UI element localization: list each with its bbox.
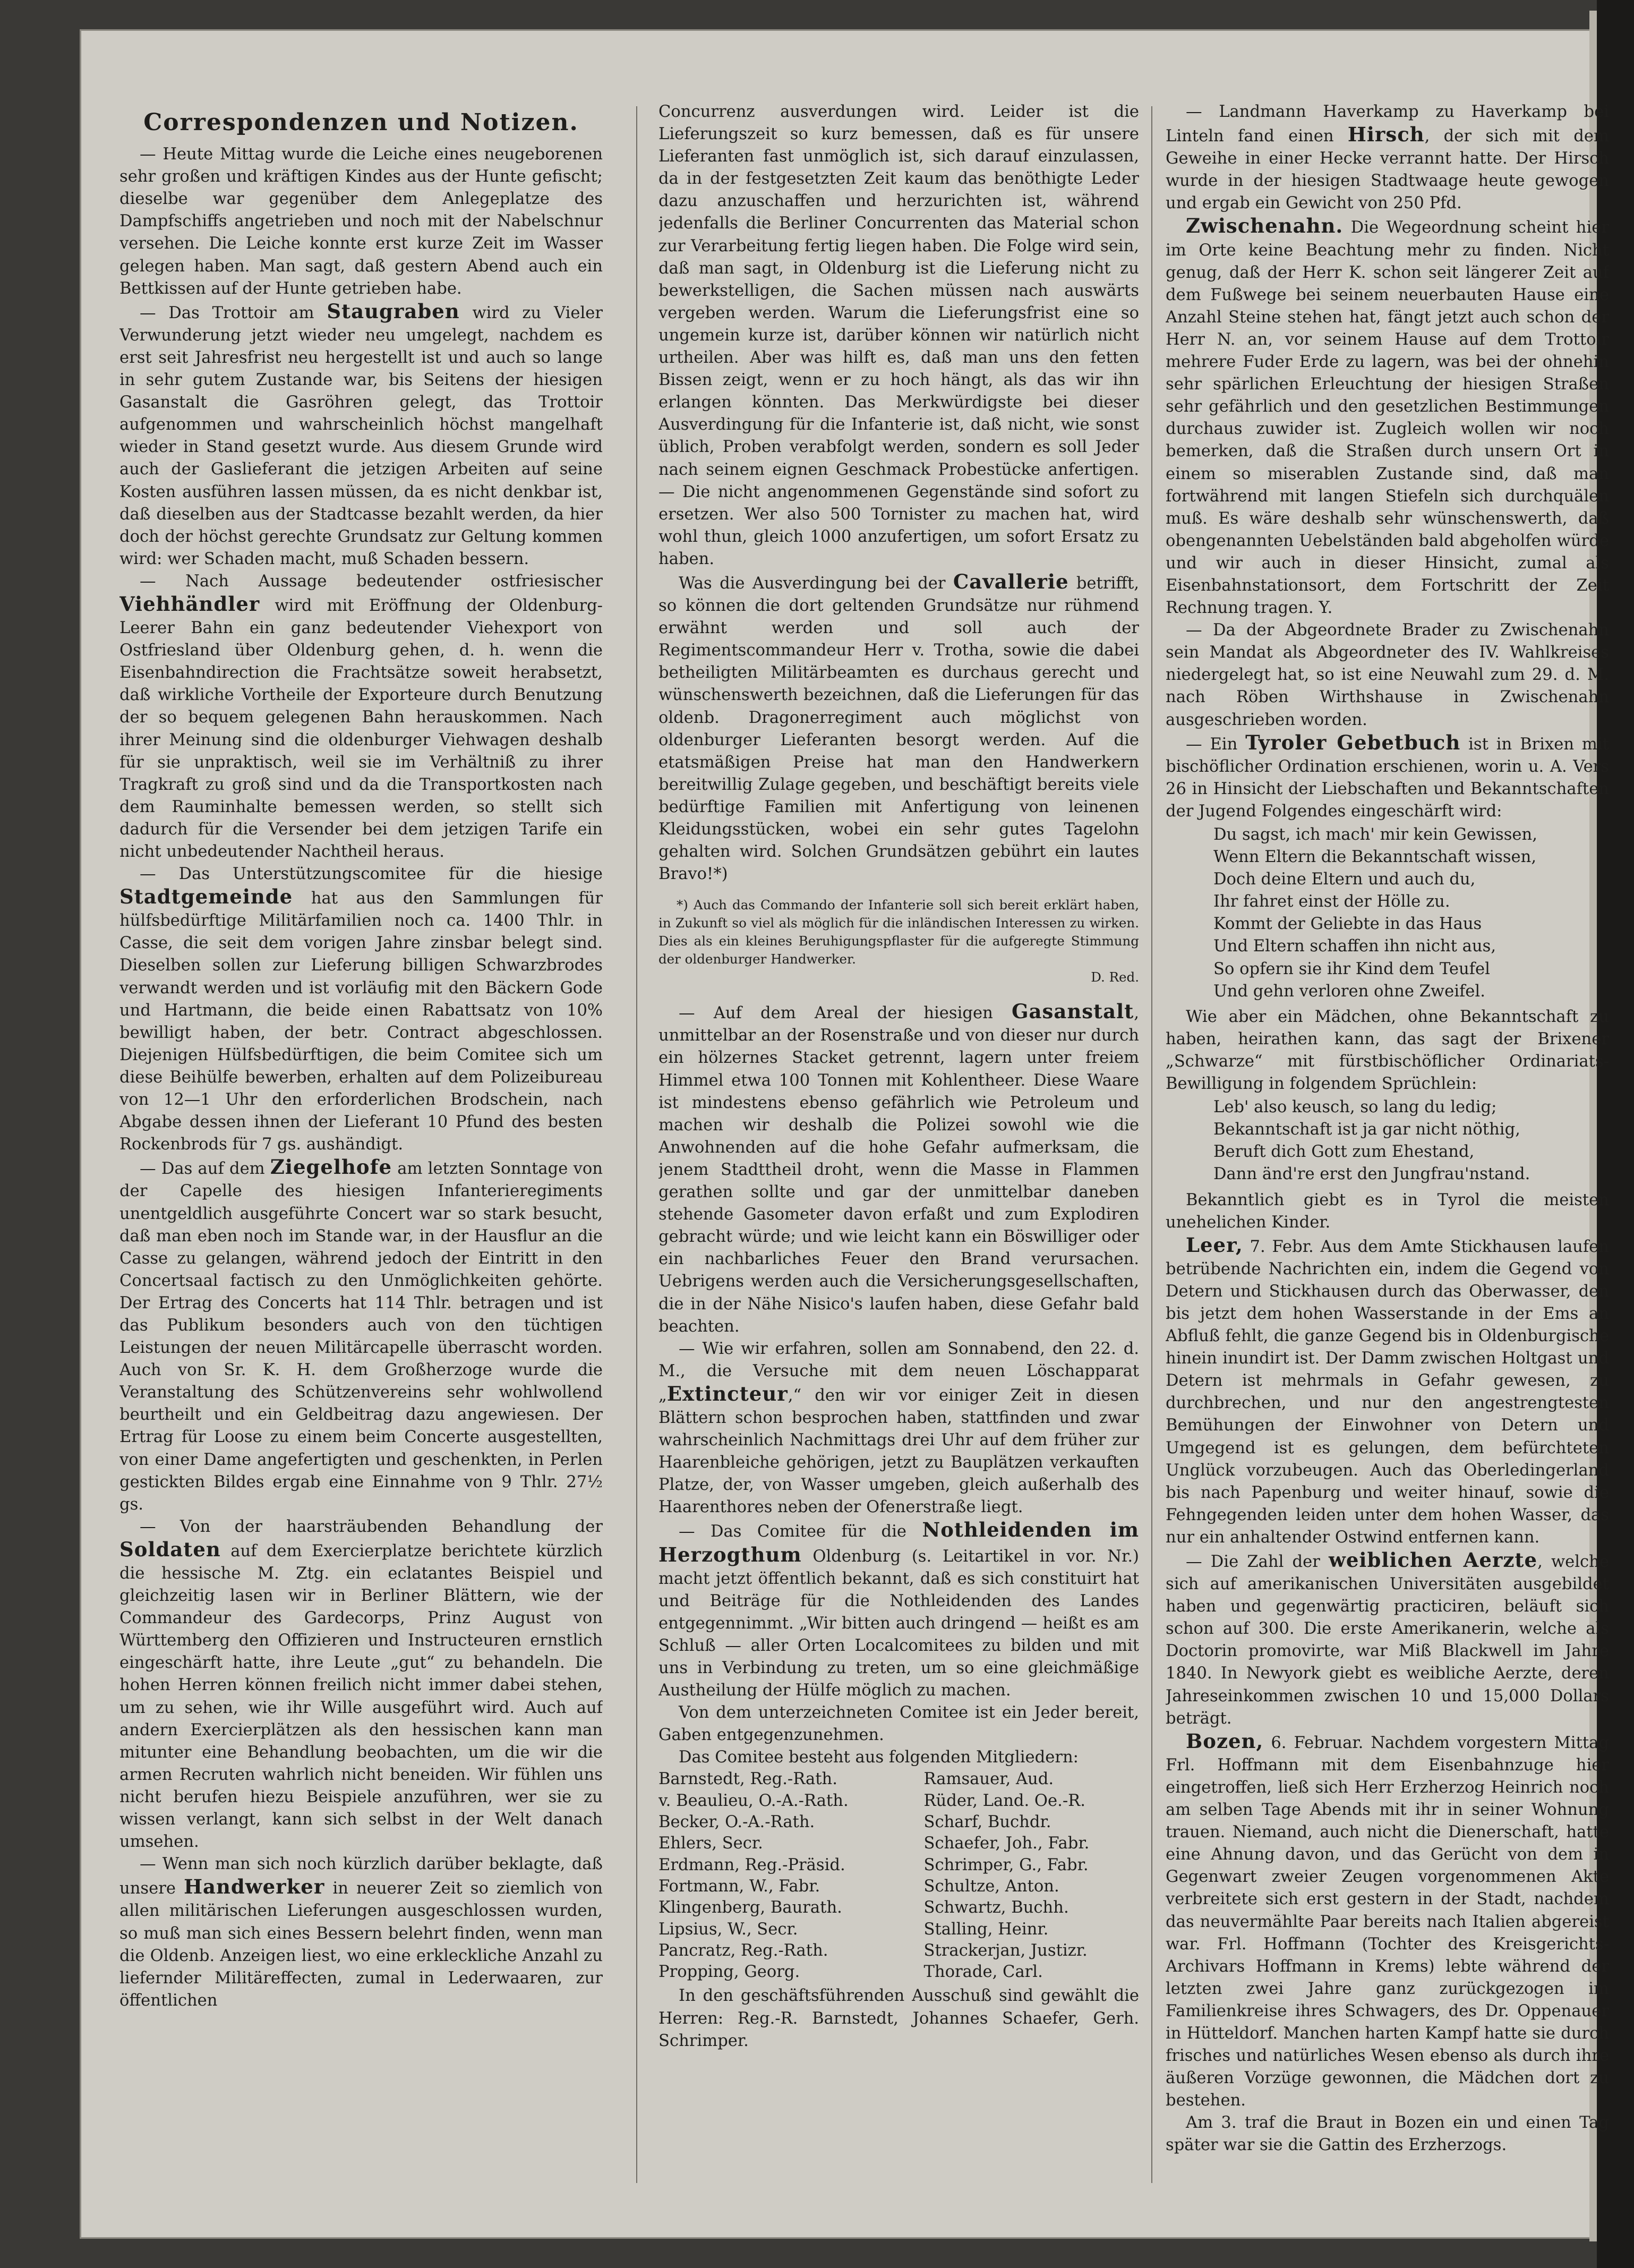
article-wahl: — Da der Abgeordnete Brader zu Zwischenahn sein Mandat als Abgeordneter des IV. Wahlkreises niedergelegt hat, so ist eine Neuwahl zum 29. d. M. nach Röben Wirthshause in Zwischenahn ausgeschrieben worden. xyxy=(1166,621,1609,729)
article-ziegelhof: — Das auf dem Ziegelhofe am letzten Sonntage von der Capelle des hiesigen Infanterieregiments unentgeldlich ausgeführte Concert war so stark besucht, daß man eben noch im Stande war, in der Hausflur an die Casse zu gelangen, während jedoch der Eintritt in den Concertsaal factisch zu den Unmöglichkeiten gehörte. Der Ertrag des Concerts hat 114 Thlr. betragen und ist das Publikum besonders auch von den tüchtigen Leistungen der neuen Militärcapelle überrascht worden. Auch von Sr. K. H. dem Großherzoge wurde die Veranstaltung des Schützenvereins sehr wohlwollend beurtheilt und ein Geldbeitrag dazu angewiesen. Der Ertrag für Loose zu einem beim Concerte ausgestellten, von einer Dame angefertigten und geschenkten, in Perlen gestickten Bildes ergab eine Einnahme von 9 Thlr. 27½ gs. xyxy=(119,1155,603,1514)
article-gebetbuch-p2: Wie aber ein Mädchen, ohne Bekanntschaft zu haben, heirathen kann, das sagt der Brixener „Schwarze“ mit fürstbischöflicher Ordinariats-Bewilligung in folgendem Sprüchlein: xyxy=(1166,1007,1609,1094)
footnote: *) Auch das Commando der Infanterie soll sich bereit erklärt haben, in Zukunft so viel als möglich für die inländischen Interessen zu wirken. Dies als ein kleines Beruhigungspflaster für die aufgeregte Stimmung der oldenburger Handwerker. D. Red. xyxy=(658,896,1139,986)
article-staugraben: — Das Trottoir am Staugraben wird zu Vieler Verwunderung jetzt wieder neu umgelegt, nachdem es erst seit Jahresfrist neu hergestellt ist und auch so lange in sehr gutem Zustande war, bis Seitens der hiesigen Gasanstalt die Gasröhren gelegt, das Trottoir aufgenommen und wahrscheinlich höchst mangelhaft wieder in Stand gesetzt wurde. Aus diesem Grunde wird auch der Gaslieferant die jetzigen Arbeiten auf seine Kosten ausführen lassen müssen, da es nicht denkbar ist, daß dieselben aus der Stadtcasse bezahlt werden, da hier doch der höchst gerechte Grundsatz zur Geltung kommen wird: wer Schaden macht, muß Schaden bessern. xyxy=(119,299,603,568)
keyword: Ziegelhofe xyxy=(270,1155,392,1179)
keyword: Nothleidenden im Herzogthum xyxy=(658,1518,1139,1566)
article-soldaten: — Von der haarsträubenden Behandlung der Soldaten auf dem Exercierplatze berichtete kürzlich die hessische M. Ztg. ein eclatantes Beispiel und gleichzeitig lasen wir in Berliner Blättern, wie der Commandeur des Gardecorps, Prinz August von Württemberg den Offizieren und Instructeuren ernstlich eingeschärft hatte, ihre Leute „gut“ zu behandeln. Die hohen Herren können freilich nicht immer dabei stehen, um zu sehen, wie ihr Wille ausgeführt wird. Auch auf andern Exercierplätzen als den hessischen kann man mitunter eine Behandlung beobachten, um die wir die armen Recruten wahrlich nicht beneiden. Wir fühlen uns nicht berufen hiezu Beispiele anzuführen, wer sie zu wissen verlangt, kann sich selbst in der Welt danach umsehen. xyxy=(119,1517,603,1852)
keyword: Hirsch xyxy=(1347,123,1425,147)
article-viehhaendler: — Nach Aussage bedeutender ostfriesischer Viehhändler wird mit Eröffnung der Oldenburg-Leerer Bahn ein ganz bedeutender Viehexport von Ostfriesland über Oldenburg gehen, d. h. wenn die Eisenbahndirection die Frachtsätze soweit herabsetzt, daß wirkliche Vortheile der Exporteure durch Benutzung der so bequem gelegenen Bahn herauskommen. Nach ihrer Meinung sind die oldenburger Viehwagen deshalb für sie unpraktisch, weil sie im Verhältniß zu ihrer Tragkraft zu groß sind und da die Transportkosten nach dem Rauminhalte bemessen werden, so stellt sich dadurch für die Versender bei dem jetzigen Tarife ein nicht unbedeutender Nachtheil heraus. xyxy=(119,572,603,861)
member-name: v. Beaulieu, O.-A.-Rath. xyxy=(658,1791,849,1810)
verse-line: Du sagst, ich mach' mir kein Gewissen, xyxy=(1213,825,1537,844)
article-gebetbuch: — Ein Tyroler Gebetbuch ist in Brixen mit bischöflicher Ordination erschienen, worin u. A. Vers 26 in Hinsicht der Liebschaften und Bekanntschaften der Jugend Folgendes eingeschärft wird: xyxy=(1166,730,1609,821)
verse-line: Und Eltern schaffen ihn nicht aus, xyxy=(1213,937,1496,956)
keyword: Soldaten xyxy=(119,1537,221,1561)
member-name: Schultze, Anton. xyxy=(923,1877,1059,1896)
member-name: Schaefer, Joh., Fabr. xyxy=(923,1834,1090,1853)
article-bozen-p2: Am 3. traf die Braut in Bozen ein und einen Tag später war sie die Gattin des Erzherzogs. xyxy=(1166,2113,1609,2155)
verse-line: Doch deine Eltern und auch du, xyxy=(1213,870,1476,889)
column-1 xyxy=(119,101,603,2188)
keyword: Zwischenahn. xyxy=(1186,214,1344,238)
member-name: Erdmann, Reg.-Präsid. xyxy=(658,1855,845,1874)
keyword: Gasanstalt xyxy=(1011,1000,1134,1024)
member-name: Lipsius, W., Secr. xyxy=(658,1920,798,1939)
member-name: Becker, O.-A.-Rath. xyxy=(658,1813,815,1832)
keyword: Tyroler Gebetbuch xyxy=(1245,730,1461,754)
member-name: Strackerjan, Justizr. xyxy=(923,1941,1088,1960)
member-name: Stalling, Heinr. xyxy=(923,1920,1049,1939)
member-name: Fortmann, W., Fabr. xyxy=(658,1877,820,1896)
article-leer: Leer, 7. Febr. Aus dem Amte Stickhausen laufen betrübende Nachrichten ein, indem die Gegend von Detern und Stickhausen durch das Oberwasser, den bis jetzt dem hohen Wasserstande in der Ems an Abfluß fehlt, die ganze Gegend bis in Oldenburgische hinein inundirt ist. Der Damm zwischen Holtgast und Detern ist mehrmals in Gefahr gewesen, zu durchbrechen, und nur den angestrengtesten Bemühungen der Einwohner von Detern und Umgegend ist es gelungen, dem befürchteten Unglück vorzubeugen. Auch das Oberledingerland bis nach Papenburg und weiter hinauf, sowie die Fehngegenden leiden unter dem hohen Wasser, das nur ein anhaltender Ostwind entfernen kann. xyxy=(1166,1233,1609,1547)
member-name: Schwartz, Buchh. xyxy=(923,1898,1069,1917)
column-3 xyxy=(1166,101,1609,2188)
article-cavallerie: Was die Ausverdingung bei der Cavallerie betrifft, so können die dort geltenden Grundsätze nur rühmend erwähnt werden und soll auch der Regimentscommandeur Herr v. Trotha, sowie die dabei betheiligten Militärbeamten es durchaus gerecht und wünschenswerth bezeichnen, daß die Lieferungen für das oldenb. Dragonerregiment auch möglichst von oldenburger Lieferanten besorgt werden. Auf die etatsmäßigen Preise hat man den Handwerkern bereitwillig Zulage gegeben, und beschäftigt bereits viele bedürftige Familien mit Anfertigung von leinenen Kleidungsstücken, wobei ein sehr gutes Tagelohn gehalten wird. Solchen Grundsätzen gebührt ein lautes Bravo!*) xyxy=(658,569,1139,884)
member-name: Thorade, Carl. xyxy=(923,1963,1043,1982)
keyword: Viehhändler xyxy=(119,592,260,616)
member-name: Rüder, Land. Oe.-R. xyxy=(923,1791,1085,1810)
verse-line: Bekanntschaft ist ja gar nicht nöthig, xyxy=(1213,1120,1520,1139)
column-rule xyxy=(1151,106,1152,2183)
column-2 xyxy=(658,101,1139,2188)
article-nothleidende-p2: Von dem unterzeichneten Comitee ist ein Jeder bereit, Gaben entgegenzunehmen. xyxy=(658,1703,1139,1745)
member-list xyxy=(658,1769,1139,1983)
verse-line: Leb' also keusch, so lang du ledig; xyxy=(1213,1098,1497,1117)
verse-2 xyxy=(1213,1096,1609,1186)
article-leiche: — Heute Mittag wurde die Leiche eines neugeborenen sehr großen und kräftigen Kindes aus der Hunte gefischt; dieselbe war gegenüber dem Anlegeplatze des Dampfschiffs angetrieben und noch mit der Nabelschnur versehen. Die Leiche konnte erst kurze Zeit im Wasser gelegen haben. Man sagt, daß gestern Abend auch ein Bettkissen auf der Hunte getrieben habe. xyxy=(119,145,603,298)
member-name: Ramsauer, Aud. xyxy=(923,1770,1054,1789)
keyword: Leer, xyxy=(1186,1233,1243,1257)
verse-line: Kommt der Geliebte in das Haus xyxy=(1213,915,1482,934)
article-aerzte: — Die Zahl der weiblichen Aerzte, welche sich auf amerikanischen Universitäten ausgebildet haben und gegenwärtig practiciren, beläuft sich schon auf 300. Die erste Amerikanerin, welche als Doctorin promovirte, war Miß Blackwell im Jahre 1840. In Newyork giebt es weibliche Aerzte, deren Jahreseinkommen zwischen 10 und 15,000 Dollars beträgt. xyxy=(1166,1548,1609,1728)
article-hirsch: — Landmann Haverkamp zu Haverkamp bei Linteln fand einen Hirsch, der sich mit dem Geweihe in einer Hecke verrannt hatte. Der Hirsch wurde in der hiesigen Stadtwaage heute gewogen und ergab ein Gewicht von 250 Pfd. xyxy=(1166,103,1609,213)
verse-line: So opfern sie ihr Kind dem Teufel xyxy=(1213,959,1490,978)
article-handwerker: — Wenn man sich noch kürzlich darüber beklagte, daß unsere Handwerker in neuerer Zeit so ziemlich von allen militärischen Lieferungen ausgeschlossen wurden, so muß man sich eines Bessern belehrt finden, wenn man die Oldenb. Anzeigen liest, wo eine erkleckliche Anzahl zu liefernder Militäreffecten, zumal in Lederwaaren, zur öffentlichen xyxy=(119,1855,603,2010)
article-stadtgemeinde: — Das Unterstützungscomitee für die hiesige Stadtgemeinde hat aus den Sammlungen für hülfsbedürftige Militärfamilien noch ca. 1400 Thlr. in Casse, die seit dem vorigen Jahre zinsbar belegt sind. Dieselben sollen zur Lieferung billigen Schwarzbrodes verwandt werden und ist vorläufig mit den Bäckern Gode und Hartmann, die beide einen Rabattsatz von 10% bewilligt haben, der betr. Contract abgeschlossen. Diejenigen Hülfsbedürftigen, die beim Comitee sich um diese Beihülfe bewerben, erhalten auf dem Polizeibureau von 12—1 Uhr den erforderlichen Brodschein, nach Abgabe dessen ihnen der Lieferant 10 Pfund des besten Rockenbrods für 7 gs. aushändigt. xyxy=(119,865,603,1154)
keyword: weiblichen Aerzte xyxy=(1329,1548,1538,1572)
keyword: Staugraben xyxy=(327,299,460,323)
member-name: Propping, Georg. xyxy=(658,1963,800,1982)
keyword: Handwerker xyxy=(184,1875,325,1899)
article-nothleidende-p4: In den geschäftsführenden Ausschuß sind gewählt die Herren: Reg.-R. Barnstedt, Johannes Schaefer, Gerh. Schrimper. xyxy=(658,1986,1139,2050)
verse-1 xyxy=(1213,824,1609,1003)
verse-line: Ihr fahret einst der Hölle zu. xyxy=(1213,892,1450,911)
member-name: Pancratz, Reg.-Rath. xyxy=(658,1941,828,1960)
verse-line: Wenn Eltern die Bekanntschaft wissen, xyxy=(1213,848,1537,867)
article-extincteur: — Wie wir erfahren, sollen am Sonnabend, den 22. d. M., die Versuche mit dem neuen Löschapparat „Extincteur,“ den wir vor einiger Zeit in diesen Blättern schon besprochen haben, stattfinden und zwar wahrscheinlich Nachmittags drei Uhr auf dem früher zur Haarenbleiche gehörigen, jetzt zu Bauplätzen verkauften Platze, der, von Wasser umgeben, gleich außerhalb des Haarenthores neben der Ofenerstraße liegt. xyxy=(658,1339,1139,1517)
article-zwischenahn: Zwischenahn. Die Wegeordnung scheint hier im Orte keine Beachtung mehr zu finden. Nicht genug, daß der Herr K. schon seit längerer Zeit auf dem Fußwege bei seinem neuerbauten Hause eine Anzahl Steine stehen hat, fängt jetzt auch schon der Herr N. an, vor seinem Hause auf dem Trottoir mehrere Fuder Erde zu lagern, was bei der ohnehin sehr spärlichen Erleuchtung der hiesigen Straßen sehr gefährlich und den gesetzlichen Bestimmungen durchaus zuwider ist. Zugleich wollen wir noch bemerken, daß die Straßen durch unsern Ort in einem so miserablen Zustande sind, daß man fortwährend mit langen Stiefeln sich durchquälen muß. Es wäre deshalb sehr wünschenswerth, daß obengenannten Uebelständen bald abgeholfen würde und wir auch in dieser Hinsicht, zumal als Eisenbahnstationsort, dem Fortschritt der Zeit Rechnung tragen. Y. xyxy=(1166,214,1609,618)
member-name: Ehlers, Secr. xyxy=(658,1834,763,1853)
article-nothleidende-p3: Das Comitee besteht aus folgenden Mitgliedern: xyxy=(679,1748,1079,1767)
section-heading: Correspondenzen und Notizen. xyxy=(143,109,579,136)
keyword: Bozen, xyxy=(1186,1729,1264,1753)
member-name: Scharf, Buchdr. xyxy=(923,1813,1051,1832)
member-name: Schrimper, G., Fabr. xyxy=(923,1855,1089,1874)
article-gebetbuch-p3: Bekanntlich giebt es in Tyrol die meisten unehelichen Kinder. xyxy=(1166,1190,1609,1232)
member-name: Barnstedt, Reg.-Rath. xyxy=(658,1770,837,1789)
article-nothleidende: — Das Comitee für die Nothleidenden im Herzogthum Oldenburg (s. Leitartikel in vor. Nr.) macht jetzt öffentlich bekannt, daß es sich constituirt hat und Beiträge für die Nothleidenden des Landes entgegennimmt. „Wir bitten auch dringend — heißt es am Schluß — aller Orten Localcomitees zu bilden und mit uns in Verbindung zu treten, um so eine gleichmäßige Austheilung der Hülfe möglich zu machen. xyxy=(658,1518,1139,1700)
article-handwerker-cont: Concurrenz ausverdungen wird. Leider ist die Lieferungszeit so kurz bemessen, daß es für unsere Lieferanten fast unmöglich ist, sich darauf einzulassen, da in der festgesetzten Zeit kaum das benöthigte Leder dazu anzuschaffen und herzurichten ist, während jedenfalls die Berliner Concurrenten das Material schon zur Verarbeitung fertig liegen haben. Die Folge wird sein, daß man sagt, in Oldenburg ist die Lieferung nicht zu bewerkstelligen, die Sachen müssen nach auswärts vergeben werden. Warum die Lieferungsfrist eine so ungemein kurze ist, darüber können wir natürlich nicht urtheilen. Aber was hilft es, daß man uns den fetten Bissen zeigt, wenn er zu hoch hängt, als das wir ihn erlangen könnten. Das Merkwürdigste bei dieser Ausverdingung für die Infanterie ist, daß nicht, wie sonst üblich, Proben verabfolgt werden, sondern es soll Jeder nach seinem eignen Geschmack Probestücke anfertigen. — Die nicht angenommenen Gegenstände sind sofort zu ersetzen. Wer also 500 Tornister zu machen hat, wird wohl thun, gleich 1000 anzufertigen, um sofort Ersatz zu haben. xyxy=(658,103,1139,568)
verse-line: Dann änd're erst den Jungfrau'nstand. xyxy=(1213,1165,1530,1184)
keyword: Stadtgemeinde xyxy=(119,885,293,909)
verse-line: Beruft dich Gott zum Ehestand, xyxy=(1213,1142,1475,1162)
keyword: Cavallerie xyxy=(953,569,1069,593)
verse-line: Und gehn verloren ohne Zweifel. xyxy=(1213,982,1485,1001)
article-gasanstalt: — Auf dem Areal der hiesigen Gasanstalt, unmittelbar an der Rosenstraße und von dieser nur durch ein hölzernes Stacket getrennt, lagern unter freiem Himmel etwa 100 Tonnen mit Kohlentheer. Diese Waare ist mindestens ebenso gefährlich wie Petroleum und machen wir deshalb die Polizei sowohl wie die Anwohnenden auf die hohe Gefahr aufmerksam, die jenem Stadttheil droht, wenn die Masse in Flammen gerathen sollte und gar der unmittelbar daneben stehende Gasometer davon erfaßt und zum Explodiren gebracht würde; und wie leicht kann ein Böswilliger oder ein nachbarliches Feuer den Brand verursachen. Uebrigens werden auch die Versicherungsgesellschaften, die in der Nähe Nisico's laufen haben, diese Gefahr bald beachten. xyxy=(658,1000,1139,1336)
keyword: Extincteur xyxy=(666,1382,788,1405)
column-rule xyxy=(636,106,637,2183)
article-bozen: Bozen, 6. Februar. Nachdem vorgestern Mittag Frl. Hoffmann mit dem Eisenbahnzuge hier eingetroffen, ließ sich Herr Erzherzog Heinrich noch am selben Tage Abends mit ihr in seiner Wohnung trauen. Niemand, auch nicht die Dienerschaft, hatte eine Ahnung davon, und das Gerücht von dem in Gegenwart zweier Zeugen vorgenommenen Akte verbreitete sich erst gestern in der Stadt, nachdem das neuvermählte Paar bereits nach Italien abgereist war. Frl. Hoffmann (Tochter des Kreisgerichts-Archivars Hoffmann in Krems) lebte während der letzten zwei Jahre ganz zurückgezogen im Familienkreise ihres Schwagers, des Dr. Oppenauer in Hütteldorf. Manchen harten Kampf hatte sie durch frisches und natürliches Wesen ebenso als durch ihre äußeren Vorzüge gewonnen, die Mädchen dort zu bestehen. xyxy=(1166,1729,1609,2110)
member-name: Klingenberg, Baurath. xyxy=(658,1898,842,1917)
footnote-signature: D. Red. xyxy=(1091,969,1139,985)
